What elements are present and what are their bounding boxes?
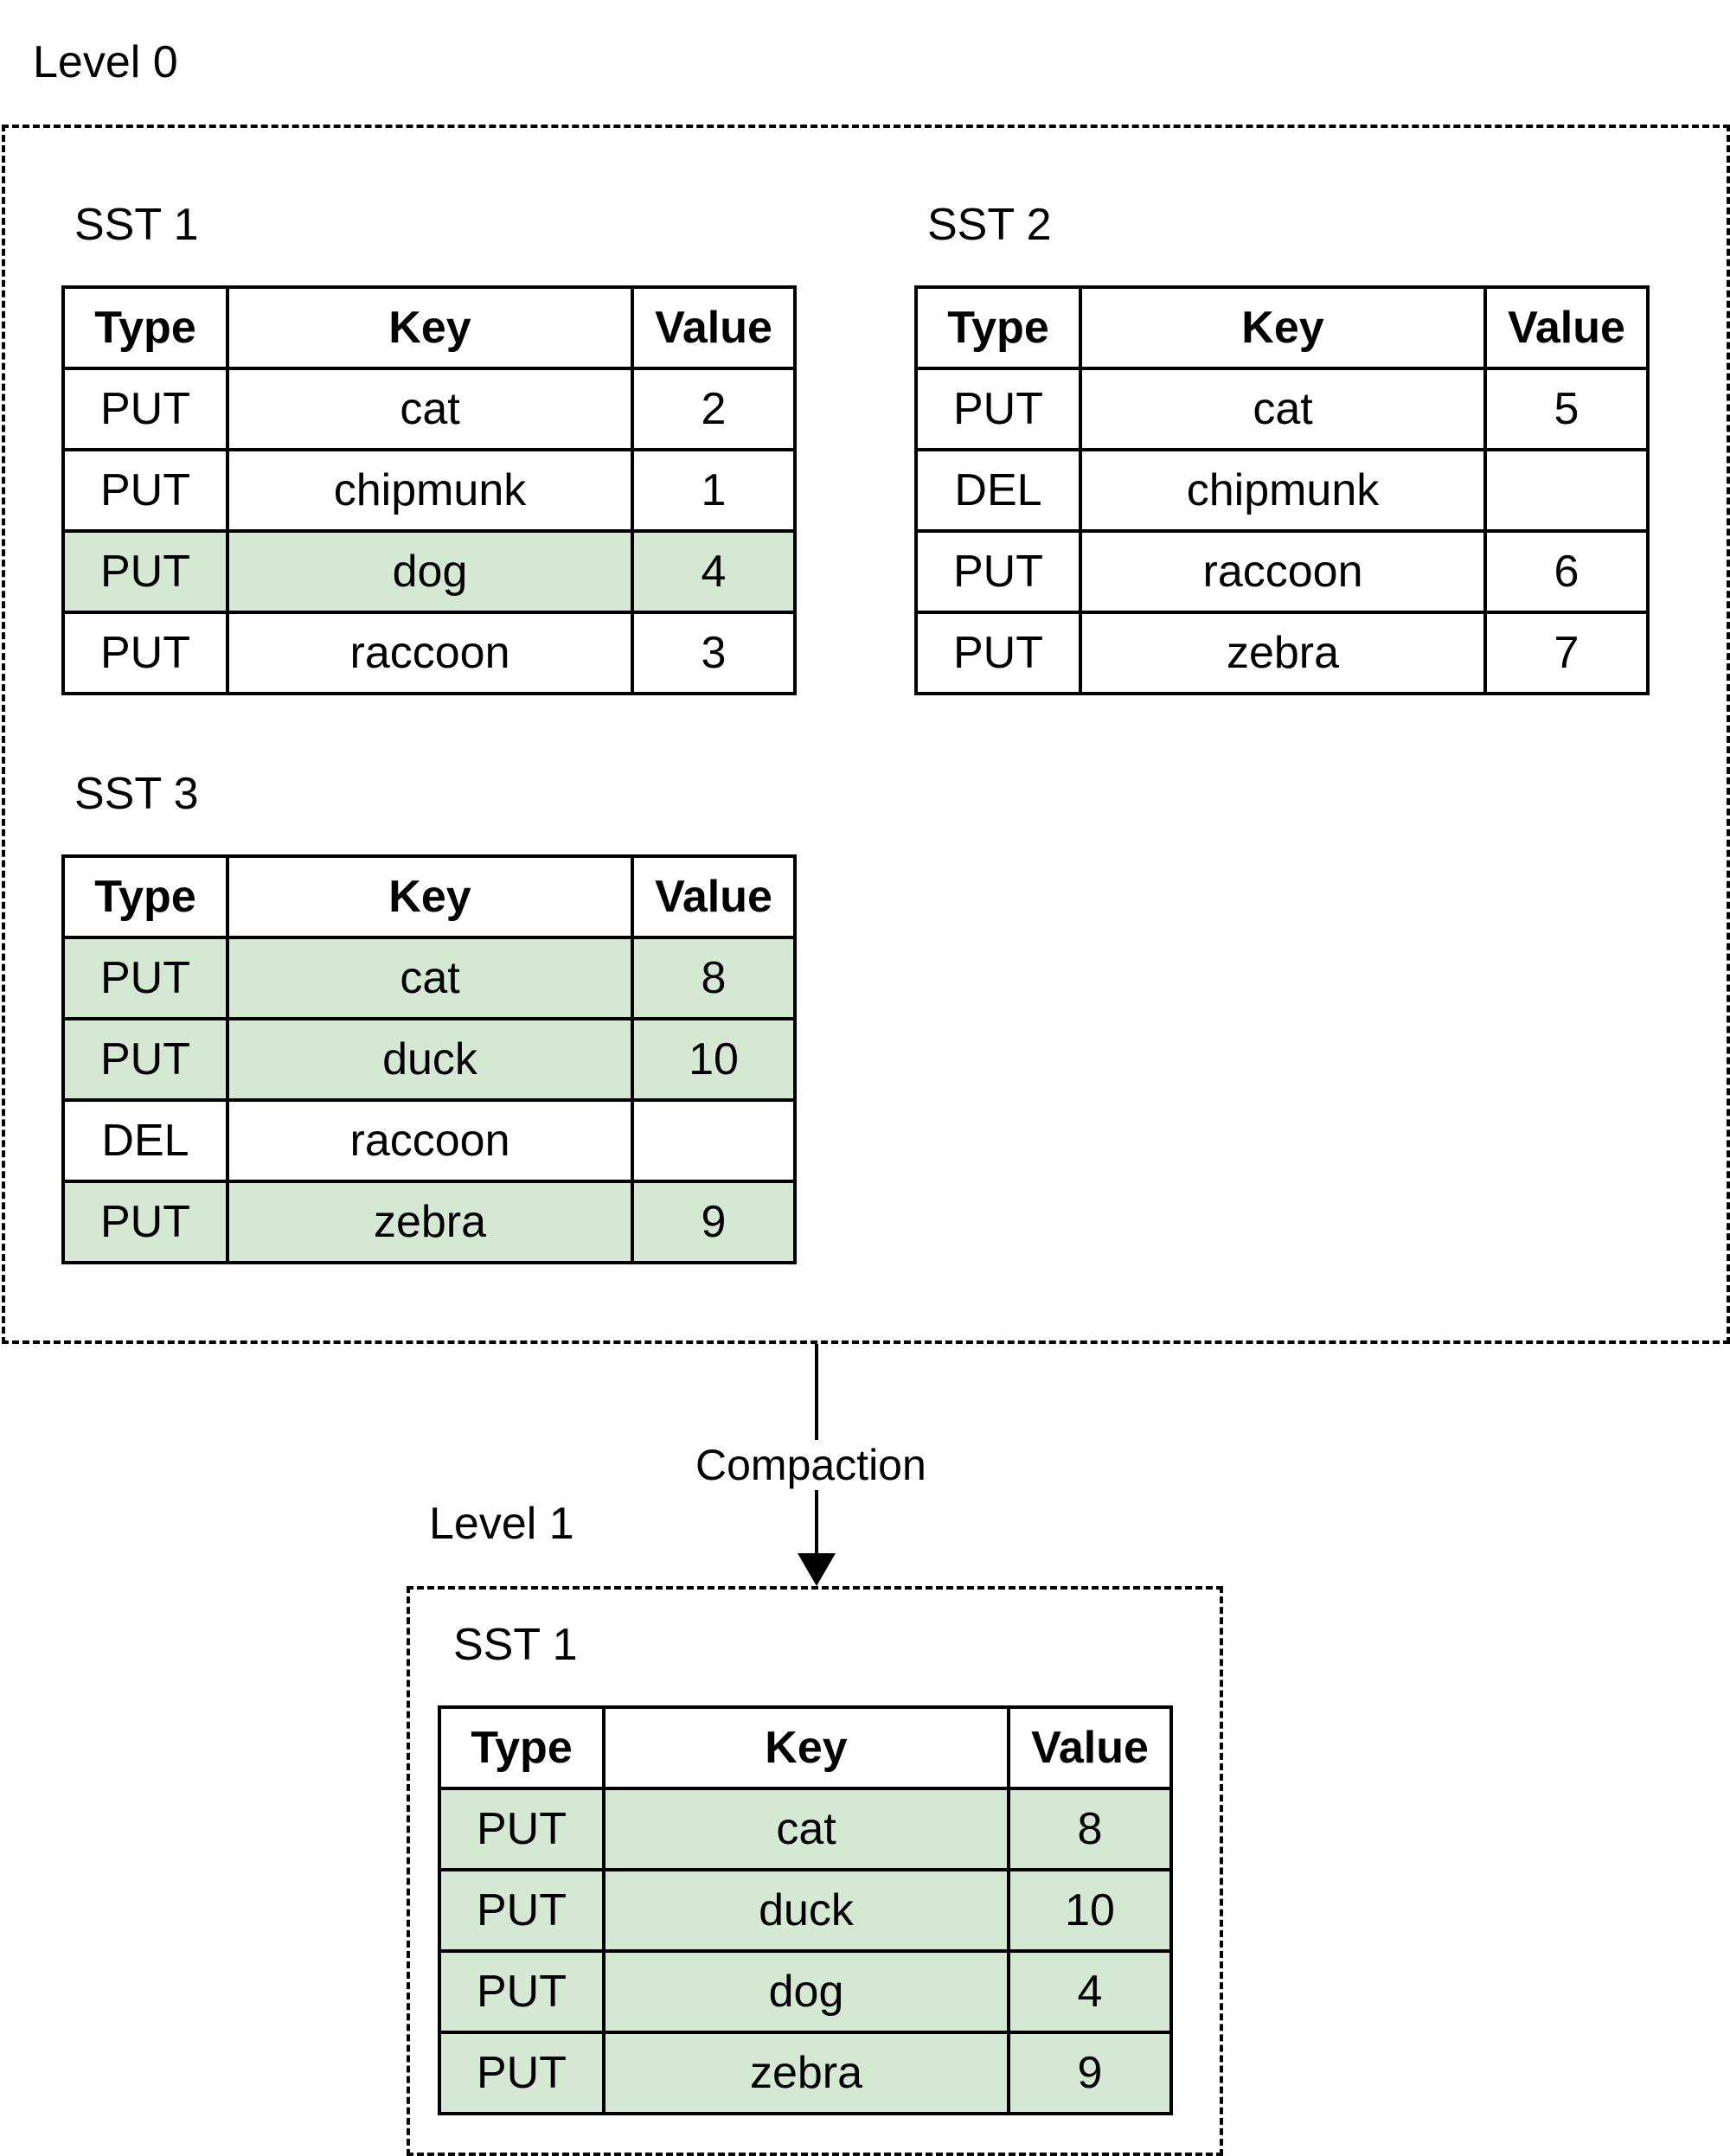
cell-value: 4	[1009, 1951, 1171, 2032]
column-header-key: Key	[227, 287, 632, 368]
level-1-sst-1-table	[438, 1705, 1173, 2115]
cell-value: 8	[632, 937, 795, 1019]
cell-type: PUT	[63, 1181, 227, 1263]
compaction-label: Compaction	[690, 1440, 932, 1490]
cell-key: raccoon	[227, 612, 632, 694]
cell-value: 4	[632, 531, 795, 612]
cell-value: 8	[1009, 1788, 1171, 1870]
table-row	[439, 1870, 1171, 1951]
table-row	[439, 2032, 1171, 2114]
cell-value: 9	[632, 1181, 795, 1263]
cell-type: PUT	[63, 531, 227, 612]
cell-key: dog	[227, 531, 632, 612]
column-header-type: Type	[63, 287, 227, 368]
column-header-value: Value	[632, 287, 795, 368]
cell-key: zebra	[604, 2032, 1009, 2114]
cell-value: 3	[632, 612, 795, 694]
cell-key: raccoon	[227, 1100, 632, 1181]
cell-key: cat	[1080, 368, 1485, 450]
cell-type: PUT	[63, 450, 227, 531]
cell-key: duck	[227, 1019, 632, 1100]
column-header-type: Type	[63, 856, 227, 937]
column-header-key: Key	[227, 856, 632, 937]
level-1-label: Level 1	[429, 1499, 574, 1549]
cell-key: zebra	[1080, 612, 1485, 694]
cell-value: 6	[1485, 531, 1648, 612]
column-header-value: Value	[1485, 287, 1648, 368]
level-1-sst-1-title: SST 1	[453, 1620, 578, 1670]
table-row	[439, 1951, 1171, 2032]
cell-type: PUT	[63, 368, 227, 450]
cell-type: PUT	[63, 612, 227, 694]
table-row	[439, 1788, 1171, 1870]
header-row	[439, 1707, 1171, 1788]
cell-type: DEL	[63, 1100, 227, 1181]
cell-type: PUT	[916, 368, 1080, 450]
cell-value: 9	[1009, 2032, 1171, 2114]
cell-type: PUT	[439, 1951, 604, 2032]
column-header-type: Type	[916, 287, 1080, 368]
cell-key: chipmunk	[1080, 450, 1485, 531]
cell-type: DEL	[916, 450, 1080, 531]
cell-value: 5	[1485, 368, 1648, 450]
compaction-arrowhead	[798, 1553, 836, 1586]
column-header-value: Value	[1009, 1707, 1171, 1788]
cell-type: PUT	[439, 1870, 604, 1951]
cell-value: 10	[632, 1019, 795, 1100]
cell-key: zebra	[227, 1181, 632, 1263]
level-0-label: Level 0	[33, 37, 178, 87]
level-0-sst-2-title: SST 2	[927, 200, 1052, 250]
cell-type: PUT	[439, 1788, 604, 1870]
cell-key: dog	[604, 1951, 1009, 2032]
cell-key: chipmunk	[227, 450, 632, 531]
level-0-sst-1-title: SST 1	[74, 200, 199, 250]
cell-key: duck	[604, 1870, 1009, 1951]
cell-type: PUT	[916, 531, 1080, 612]
cell-value: 2	[632, 368, 795, 450]
cell-key: cat	[227, 368, 632, 450]
cell-type: PUT	[439, 2032, 604, 2114]
level-0-sst-3-title: SST 3	[74, 769, 199, 819]
cell-key: cat	[604, 1788, 1009, 1870]
cell-value: 7	[1485, 612, 1648, 694]
cell-type: PUT	[63, 1019, 227, 1100]
cell-value: 10	[1009, 1870, 1171, 1951]
column-header-type: Type	[439, 1707, 604, 1788]
cell-value: 1	[632, 450, 795, 531]
column-header-value: Value	[632, 856, 795, 937]
column-header-key: Key	[1080, 287, 1485, 368]
cell-key: raccoon	[1080, 531, 1485, 612]
cell-type: PUT	[63, 937, 227, 1019]
cell-key: cat	[227, 937, 632, 1019]
cell-type: PUT	[916, 612, 1080, 694]
column-header-key: Key	[604, 1707, 1009, 1788]
